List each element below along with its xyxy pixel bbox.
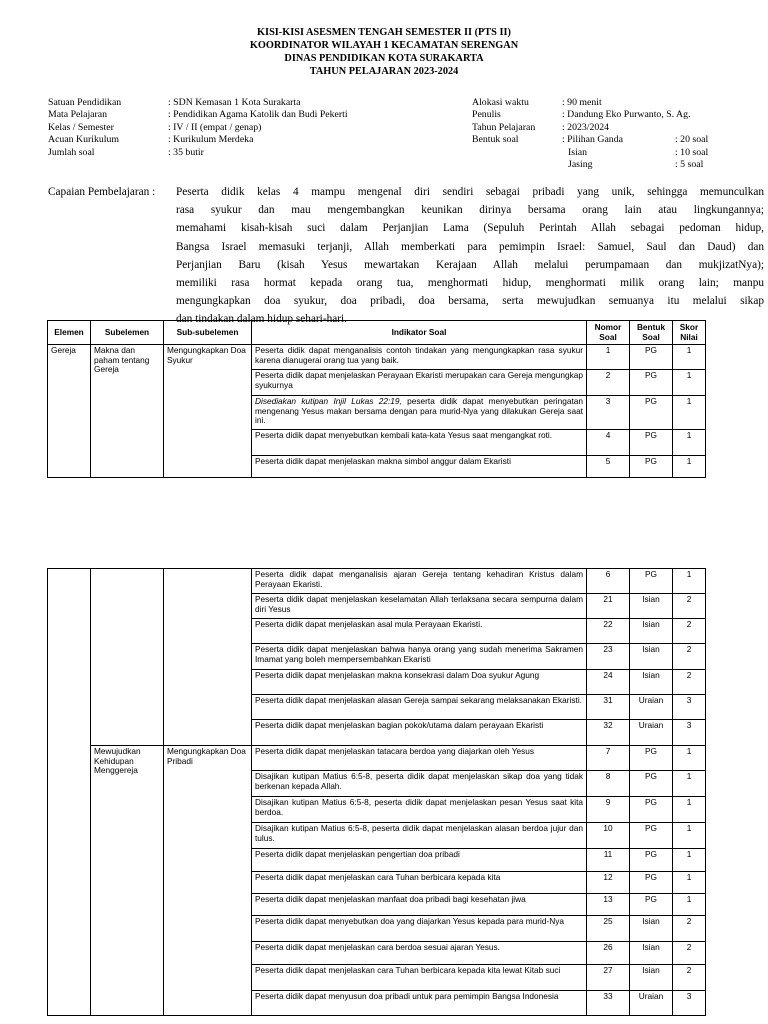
capaian-text <box>176 183 764 329</box>
cell-nomor: 22 <box>587 619 630 644</box>
capaian-line: memahami kisah-kisah suci dalam Perjanjian Lama (Sepuluh Perintah Allah sebagai pedoman hidup, <box>176 222 764 235</box>
cell-indikator: Disajikan kutipan Matius 6:5-8, peserta didik dapat menjelaskan alasan berdoa jujur dan tulus. <box>252 823 587 849</box>
capaian-line: mengungkapkan doa syukur, doa pribadi, doa bersama, serta mewujudkan semuanya itu melalui sikap <box>176 295 764 308</box>
cell-bentuk: Isian <box>630 670 673 695</box>
cell-bentuk: Uraian <box>630 991 673 1016</box>
kisi-table-1 <box>47 320 706 478</box>
cell-subsubelemen <box>164 569 252 746</box>
cell-skor: 3 <box>673 720 706 746</box>
header-subsubelemen: Sub-subelemen <box>164 321 252 345</box>
cell-skor: 2 <box>673 594 706 619</box>
cell-indikator: Peserta didik dapat menjelaskan cara Tuhan berbicara kepada kita lewat Kitab suci <box>252 965 587 991</box>
cell-subelemen: Mewujudkan Kehidupan Menggereja <box>91 746 164 1016</box>
cell-indikator: Peserta didik dapat menganalisis ajaran Gereja tentang kehadiran Kristus dalam Perayaan Ekaristi. <box>252 569 587 594</box>
cell-nomor: 7 <box>587 746 630 771</box>
cell-nomor: 13 <box>587 894 630 916</box>
cell-skor: 1 <box>673 797 706 823</box>
cell-nomor: 4 <box>587 430 630 456</box>
cell-nomor: 31 <box>587 695 630 720</box>
capaian-line: rasa syukur dan mau mengembangkan keunikan dirinya bersama orang lain atau lingkungannya; <box>176 204 764 217</box>
capaian-line: dan tindakan dalam hidup sehari-hari. <box>176 313 347 326</box>
cell-bentuk: PG <box>630 396 673 430</box>
cell-bentuk: PG <box>630 746 673 771</box>
info-label: Acuan Kurikulum <box>48 134 120 146</box>
cell-skor: 1 <box>673 370 706 396</box>
cell-bentuk: PG <box>630 894 673 916</box>
table-row <box>48 345 706 370</box>
cell-bentuk: PG <box>630 849 673 872</box>
cell-skor: 2 <box>673 916 706 942</box>
cell-bentuk: Isian <box>630 594 673 619</box>
header-bentuk: Bentuk Soal <box>630 321 673 345</box>
cell-nomor: 26 <box>587 942 630 965</box>
info-label: Tahun Pelajaran <box>472 121 536 133</box>
cell-indikator: Peserta didik dapat menjelaskan alasan Gereja sampai sekarang melaksanakan Ekaristi. <box>252 695 587 720</box>
header-skor: Skor Nilai <box>673 321 706 345</box>
cell-nomor: 3 <box>587 396 630 430</box>
info-count: : 10 soal <box>675 146 709 158</box>
cell-nomor: 21 <box>587 594 630 619</box>
cell-nomor: 1 <box>587 345 630 370</box>
header-indikator: Indikator Soal <box>252 321 587 345</box>
cell-subsubelemen: Mengungkapkan Doa Pribadi <box>164 746 252 1016</box>
cell-bentuk: Uraian <box>630 695 673 720</box>
cell-indikator: Peserta didik dapat menganalisis contoh tindakan yang mengungkapkan rasa syukur karena dianugerai orang tua yang baik. <box>252 345 587 370</box>
cell-nomor: 12 <box>587 872 630 894</box>
cell-bentuk: Isian <box>630 916 673 942</box>
info-label: Mata Pelajaran <box>48 109 108 121</box>
table-row <box>48 746 706 771</box>
doc-title-line-4: TAHUN PELAJARAN 2023-2024 <box>309 66 459 77</box>
info-row <box>472 109 722 121</box>
cell-subelemen: Makna dan paham tentang Gereja <box>91 345 164 478</box>
cell-nomor: 9 <box>587 797 630 823</box>
info-value: : 35 butir <box>168 146 204 158</box>
info-value: : Pilihan Ganda <box>562 134 623 146</box>
cell-bentuk: Uraian <box>630 720 673 746</box>
info-value: : 2023/2024 <box>562 121 610 133</box>
cell-bentuk: PG <box>630 872 673 894</box>
indikator-italic: Disediakan kutipan Injil Lukas 22:19, <box>255 396 402 406</box>
cell-skor: 1 <box>673 456 706 478</box>
info-right <box>472 97 722 171</box>
cell-bentuk: PG <box>630 771 673 797</box>
cell-skor: 3 <box>673 991 706 1016</box>
cell-skor: 2 <box>673 942 706 965</box>
indikator-text: peserta didik dapat menyebutkan peringatan mengenang Yesus makan bersama dengan para murid-Nya yang dilakukan Gereja saat ini. <box>255 396 583 426</box>
info-value: : Kurikulum Merdeka <box>168 134 254 146</box>
cell-indikator: Peserta didik dapat menyusun doa pribadi untuk para pemimpin Bangsa Indonesia <box>252 991 587 1016</box>
cell-bentuk: PG <box>630 797 673 823</box>
doc-title-line-2: KOORDINATOR WILAYAH 1 KECAMATAN SERENGAN <box>249 40 519 51</box>
cell-bentuk: PG <box>630 569 673 594</box>
capaian-line: memiliki rasa hormat kepada orang tua, menghormati hidup, menghormati milik orang lain; manpu <box>176 276 764 289</box>
cell-nomor: 6 <box>587 569 630 594</box>
capaian-line: Bangsa Israel memasuki terjanji, Allah memberkati para pemimpin Israel: Samuel, Saul dan Daud) dan <box>176 240 764 253</box>
kisi-table-2 <box>47 568 706 1016</box>
cell-skor: 2 <box>673 670 706 695</box>
info-value: Jasing <box>568 158 593 170</box>
info-label: Bentuk soal <box>472 134 519 146</box>
cell-nomor: 11 <box>587 849 630 872</box>
cell-nomor: 32 <box>587 720 630 746</box>
header-nomor: Nomor Soal <box>587 321 630 345</box>
info-count: : 5 soal <box>675 158 704 170</box>
info-value: Isian <box>568 146 588 158</box>
cell-indikator: Peserta didik dapat menjelaskan bahwa hanya orang yang sudah menerima Sakramen Imamat yang boleh mempersembahkan Ekaristi <box>252 644 587 670</box>
cell-skor: 1 <box>673 849 706 872</box>
info-row <box>472 97 722 109</box>
info-value: : IV / II (empat / genap) <box>168 121 262 133</box>
cell-skor: 2 <box>673 965 706 991</box>
cell-skor: 1 <box>673 894 706 916</box>
info-value: : Dandung Eko Purwanto, S. Ag. <box>562 109 691 121</box>
cell-bentuk: Isian <box>630 644 673 670</box>
header-elemen: Elemen <box>48 321 91 345</box>
cell-indikator: Peserta didik dapat menjelaskan cara berdoa sesuai ajaran Yesus. <box>252 942 587 965</box>
info-row <box>48 122 468 134</box>
cell-nomor: 10 <box>587 823 630 849</box>
info-row <box>48 147 468 159</box>
info-row <box>472 122 722 134</box>
cell-nomor: 5 <box>587 456 630 478</box>
cell-nomor: 8 <box>587 771 630 797</box>
cell-indikator: Peserta didik dapat menjelaskan manfaat doa pribadi bagi kesehatan jiwa <box>252 894 587 916</box>
cell-skor: 1 <box>673 569 706 594</box>
cell-indikator: Peserta didik dapat menyebutkan doa yang diajarkan Yesus kepada para murid-Nya <box>252 916 587 942</box>
info-value: : Pendidikan Agama Katolik dan Budi Pekerti <box>168 109 348 121</box>
capaian-line: Peserta didik kelas 4 mampu mengenal diri sendiri sebagai pribadi yang unik, sehingga memunculkan <box>176 186 764 198</box>
info-count: : 20 soal <box>675 134 709 146</box>
cell-nomor: 25 <box>587 916 630 942</box>
info-value: : SDN Kemasan 1 Kota Surakarta <box>168 97 301 108</box>
cell-indikator: Peserta didik dapat menjelaskan bagian pokok/utama dalam perayaan Ekaristi <box>252 720 587 746</box>
cell-elemen <box>48 569 91 1016</box>
cell-indikator: Peserta didik dapat menjelaskan keselamatan Allah terlaksana secara sempurna dalam diri Yesus <box>252 594 587 619</box>
cell-skor: 1 <box>673 823 706 849</box>
cell-skor: 3 <box>673 695 706 720</box>
header-subelemen: Subelemen <box>91 321 164 345</box>
info-label: Satuan Pendidikan <box>48 97 122 108</box>
cell-indikator: Peserta didik dapat menjelaskan Perayaan Ekaristi merupakan cara Gereja mengungkap syukurnya <box>252 370 587 396</box>
cell-skor: 1 <box>673 746 706 771</box>
cell-subsubelemen: Mengungkapkan Doa Syukur <box>164 345 252 478</box>
cell-skor: 2 <box>673 644 706 670</box>
cell-skor: 1 <box>673 872 706 894</box>
cell-bentuk: Isian <box>630 965 673 991</box>
capaian-label: Capaian Pembelajaran : <box>48 186 156 198</box>
cell-skor: 1 <box>673 430 706 456</box>
cell-nomor: 33 <box>587 991 630 1016</box>
cell-indikator: Peserta didik dapat menjelaskan makna konsekrasi dalam Doa syukur Agung <box>252 670 587 695</box>
info-label: Alokasi waktu <box>472 97 529 108</box>
capaian-line: Perjanjian Baru (kisah Yesus mewartakan Kerajaan Allah melalui perumpamaan dan mukjizatNya); <box>176 258 764 271</box>
info-label: Penulis <box>472 109 501 121</box>
cell-bentuk: Isian <box>630 942 673 965</box>
cell-nomor: 2 <box>587 370 630 396</box>
cell-elemen: Gereja <box>48 345 91 478</box>
info-label: Kelas / Semester <box>48 121 114 133</box>
doc-title-line-1: KISI-KISI ASESMEN TENGAH SEMESTER II (PTS II) <box>257 27 511 38</box>
cell-nomor: 24 <box>587 670 630 695</box>
cell-skor: 1 <box>673 345 706 370</box>
cell-indikator: Peserta didik dapat menjelaskan makna simbol anggur dalam Ekaristi <box>252 456 587 478</box>
info-label: Jumlah soal <box>48 146 95 158</box>
cell-nomor: 23 <box>587 644 630 670</box>
cell-skor: 1 <box>673 396 706 430</box>
cell-nomor: 27 <box>587 965 630 991</box>
info-left <box>48 97 468 159</box>
cell-subelemen <box>91 569 164 746</box>
cell-indikator: Peserta didik dapat menjelaskan asal mula Perayaan Ekaristi. <box>252 619 587 644</box>
info-row <box>48 97 468 109</box>
info-row <box>472 159 722 171</box>
cell-bentuk: PG <box>630 370 673 396</box>
cell-indikator: Peserta didik dapat menjelaskan cara Tuhan berbicara kepada kita <box>252 872 587 894</box>
doc-title-line-3: DINAS PENDIDIKAN KOTA SURAKARTA <box>284 53 484 64</box>
cell-indikator: Disajikan kutipan Matius 6:5-8, peserta didik dapat menjelaskan pesan Yesus saat kita berdoa. <box>252 797 587 823</box>
cell-indikator: Disajikan kutipan Matius 6:5-8, peserta didik dapat menjelaskan sikap doa yang tidak berkenan kepada Allah. <box>252 771 587 797</box>
cell-bentuk: PG <box>630 456 673 478</box>
cell-bentuk: Isian <box>630 619 673 644</box>
info-row <box>48 134 468 146</box>
table-row <box>48 569 706 594</box>
info-row <box>472 134 722 146</box>
info-row <box>48 109 468 121</box>
cell-bentuk: PG <box>630 823 673 849</box>
info-value: : 90 menit <box>562 97 602 108</box>
info-row <box>472 147 722 159</box>
table-header-row <box>48 321 706 345</box>
cell-indikator: Peserta didik dapat menyebutkan kembali kata-kata Yesus saat mengangkat roti. <box>252 430 587 456</box>
cell-skor: 2 <box>673 619 706 644</box>
cell-indikator: Peserta didik dapat menjelaskan pengertian doa pribadi <box>252 849 587 872</box>
cell-indikator <box>252 396 587 430</box>
cell-bentuk: PG <box>630 345 673 370</box>
cell-skor: 1 <box>673 771 706 797</box>
cell-bentuk: PG <box>630 430 673 456</box>
cell-indikator: Peserta didik dapat menjelaskan tatacara berdoa yang diajarkan oleh Yesus <box>252 746 587 771</box>
